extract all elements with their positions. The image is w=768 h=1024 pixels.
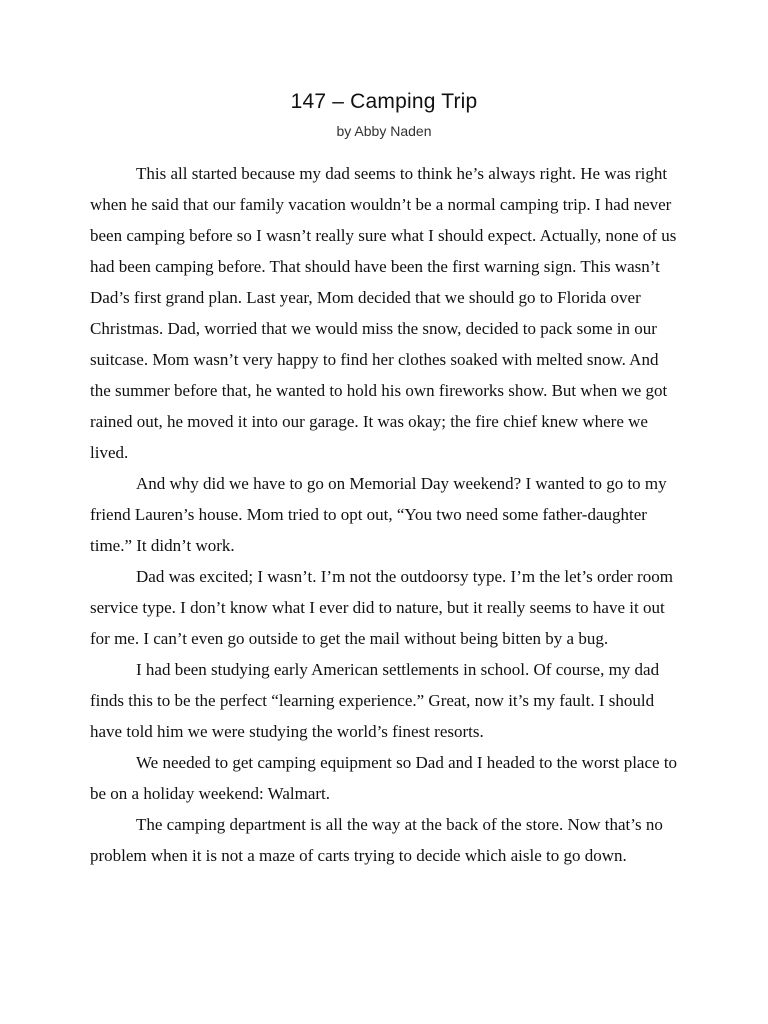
paragraph: And why did we have to go on Memorial Day weekend? I wanted to go to my friend Lauren’s house. Mom tried to opt out, “You two need some father-daughter time.” It didn’t work.: [90, 474, 667, 555]
document-title: 147 – Camping Trip: [290, 90, 478, 113]
paragraph: We needed to get camping equipment so Dad and I headed to the worst place to be on a holiday weekend: Walmart.: [90, 753, 678, 803]
paragraph: Dad was excited; I wasn’t. I’m not the outdoorsy type. I’m the let’s order room service type. I don’t know what I ever did to nature, but it really seems to have it out for me. I can’t even go outside to get the mail without being bitten by a bug.: [90, 567, 673, 648]
paragraph: This all started because my dad seems to think he’s always right. He was right when he said that our family vacation wouldn’t be a normal camping trip. I had never been camping before so I wasn’t really sure what I should expect. Actually, none of us had been camping before. That should have been the first warning sign. This wasn’t Dad’s first grand plan. Last year, Mom decided that we should go to Florida over Christmas. Dad, worried that we would miss the snow, decided to pack some in our suitcase. Mom wasn’t very happy to find her clothes soaked with melted snow. And the summer before that, he wanted to hold his own fireworks show. But when we got rained out, he moved it into our garage. It was okay; the fire chief knew where we lived.: [90, 164, 677, 462]
story-body: [90, 158, 680, 871]
author-byline: by Abby Naden: [336, 123, 432, 139]
paragraph: I had been studying early American settlements in school. Of course, my dad finds this to be the perfect “learning experience.” Great, now it’s my fault. I should have told him we were studying the world’s finest resorts.: [90, 660, 660, 741]
paragraph: The camping department is all the way at the back of the store. Now that’s no problem when it is not a maze of carts trying to decide which aisle to go down.: [90, 815, 663, 865]
